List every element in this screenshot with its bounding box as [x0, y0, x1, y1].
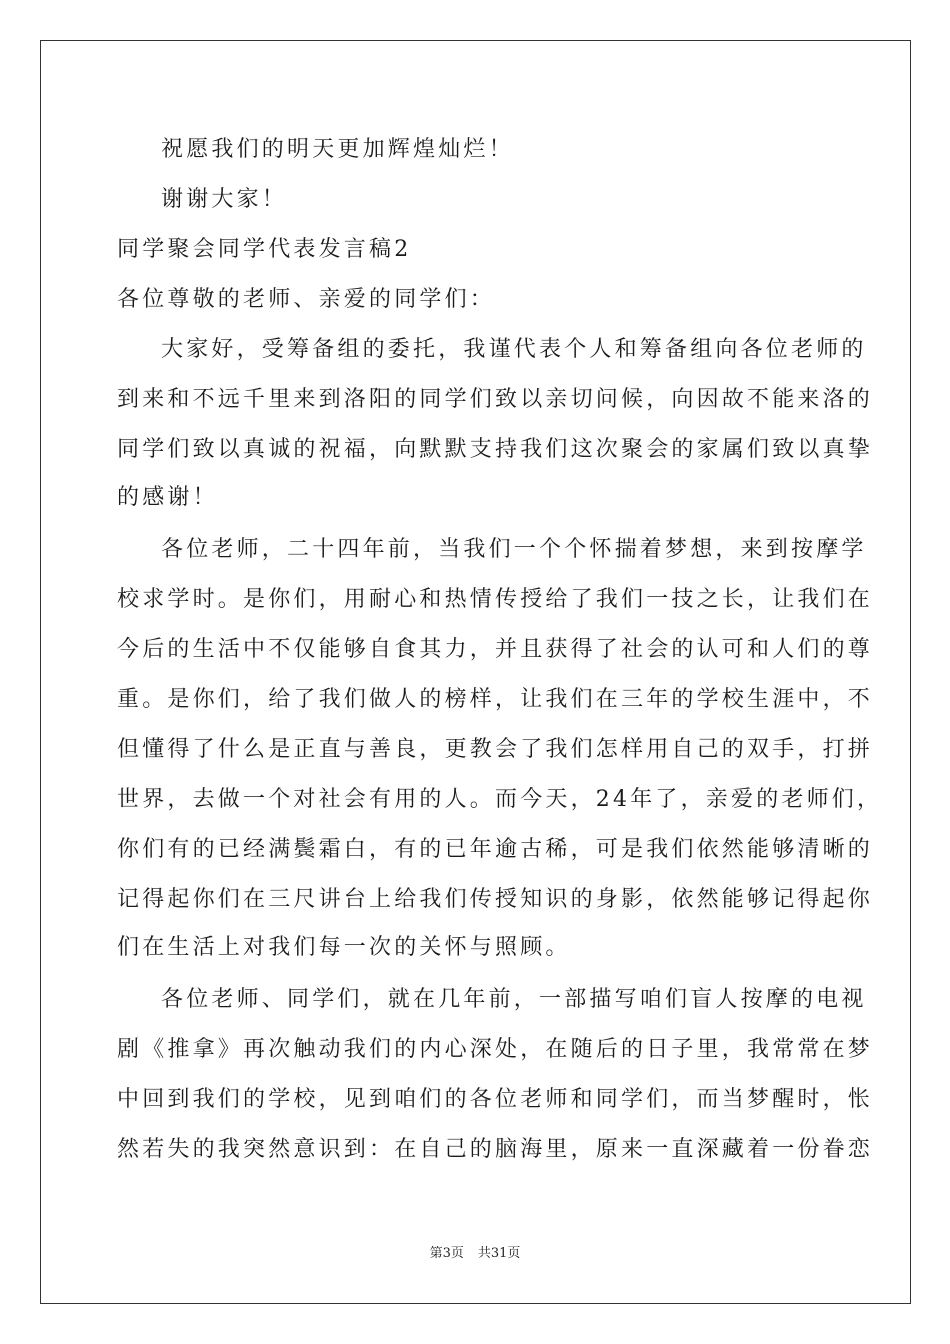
- paragraph-line: 祝愿我们的明天更加辉煌灿烂！: [161, 137, 514, 162]
- paragraph-line: 同学们致以真诚的祝福，向默默支持我们这次聚会的家属们致以真挚: [117, 437, 874, 462]
- paragraph-line: 但懂得了什么是正直与善良，更教会了我们怎样用自己的双手，打拼: [117, 737, 874, 762]
- paragraph-line: 的感谢！: [117, 485, 218, 510]
- paragraph-line: 中回到我们的学校，见到咱们的各位老师和同学们，而当梦醒时，怅: [117, 1087, 874, 1112]
- paragraph-line: 记得起你们在三尺讲台上给我们传授知识的身影，依然能够记得起你: [117, 887, 874, 912]
- paragraph-line: 校求学时。是你们，用耐心和热情传授给了我们一技之长，让我们在: [117, 587, 874, 612]
- page-footer: [0, 1246, 950, 1262]
- paragraph-line: 世界，去做一个对社会有用的人。而今天，24年了，亲爱的老师们，: [117, 787, 883, 812]
- page-border: [40, 40, 911, 1304]
- paragraph-line: 大家好，受筹备组的委托，我谨代表个人和筹备组向各位老师的: [161, 337, 867, 362]
- page-total: 共31页: [477, 1246, 521, 1261]
- paragraph-line: 各位老师、同学们，就在几年前，一部描写咱们盲人按摩的电视: [161, 987, 867, 1012]
- paragraph-line: 们在生活上对我们每一次的关怀与照顾。: [117, 935, 571, 960]
- section-title: 同学聚会同学代表发言稿2: [117, 237, 412, 262]
- paragraph-line: 重。是你们，给了我们做人的榜样，让我们在三年的学校生涯中，不: [117, 687, 874, 712]
- paragraph-line: 你们有的已经满鬓霜白，有的已年逾古稀，可是我们依然能够清晰的: [117, 837, 874, 862]
- paragraph-line: 今后的生活中不仅能够自食其力，并且获得了社会的认可和人们的尊: [117, 637, 874, 662]
- paragraph-line: 到来和不远千里来到洛阳的同学们致以亲切问候，向因故不能来洛的: [117, 387, 874, 412]
- paragraph-line: 谢谢大家！: [161, 187, 288, 212]
- page-number: 第3页: [429, 1246, 464, 1261]
- paragraph-line: 各位老师，二十四年前，当我们一个个怀揣着梦想，来到按摩学: [161, 537, 867, 562]
- salutation: 各位尊敬的老师、亲爱的同学们：: [117, 287, 496, 312]
- paragraph-line: 然若失的我突然意识到：在自己的脑海里，原来一直深藏着一份眷恋: [117, 1137, 874, 1162]
- paragraph-line: 剧《推拿》再次触动我们的内心深处，在随后的日子里，我常常在梦: [117, 1037, 874, 1062]
